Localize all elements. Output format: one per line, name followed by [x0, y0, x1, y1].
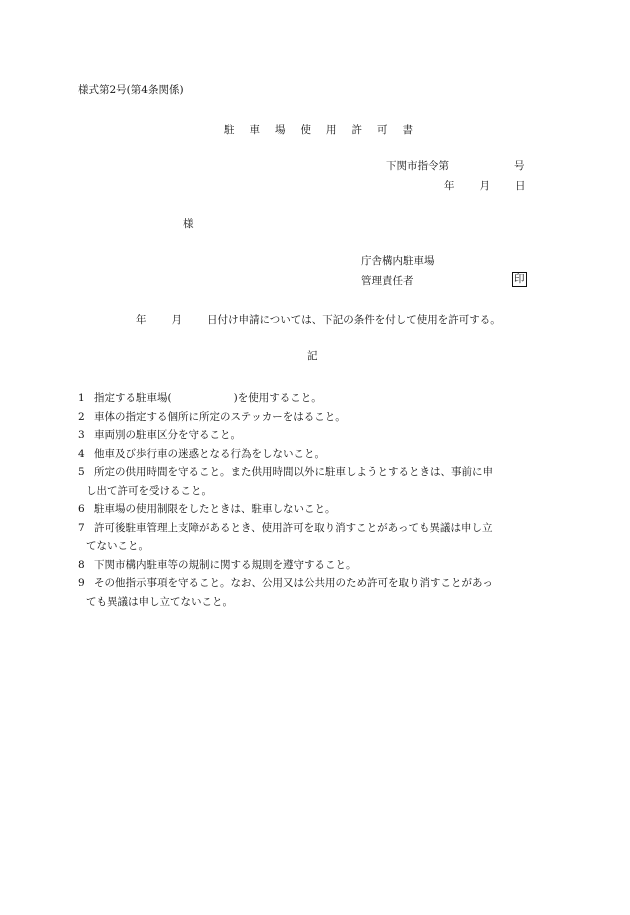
condition-text: 許可後駐車管理上支障があるとき、使用許可を取り消すことがあっても異議は申し立 — [94, 521, 493, 534]
date-year: 年 — [444, 180, 455, 192]
condition-item — [78, 426, 538, 445]
issuer-facility: 庁舎構内駐車場 — [361, 255, 435, 267]
condition-text: 車体の指定する個所に所定のステッカーをはること。 — [94, 410, 346, 423]
title-char: 許 — [351, 124, 362, 136]
instruction-number-suffix: 号 — [514, 160, 525, 172]
document-title — [224, 125, 428, 136]
date-month: 月 — [479, 180, 490, 192]
condition-number: 6 — [78, 503, 85, 515]
condition-number: 5 — [78, 466, 85, 478]
condition-continuation: し出て許可を受けること。 — [86, 484, 212, 497]
instruction-number-label: 下関市指令第 — [386, 160, 449, 172]
condition-text: 所定の供用時間を守ること。また供用時間以外に駐車しようとするときは、事前に申 — [94, 466, 493, 478]
condition-item — [78, 389, 538, 408]
issue-date — [444, 181, 526, 192]
title-char: 駐 — [224, 124, 235, 136]
condition-continuation: てないこと。 — [86, 540, 149, 552]
condition-continuation: ても異議は申し立てないこと。 — [86, 595, 233, 608]
condition-text: 他車及び歩行車の迷惑となる行為をしないこと。 — [94, 447, 325, 460]
title-char: 車 — [249, 124, 260, 136]
condition-item — [78, 408, 538, 427]
condition-number: 4 — [78, 447, 85, 460]
conditions-list — [78, 389, 538, 611]
statement-month: 月 — [171, 314, 182, 326]
condition-number: 1 — [78, 392, 85, 404]
condition-number: 9 — [78, 577, 85, 589]
title-char: 書 — [402, 124, 413, 136]
title-char: 用 — [326, 124, 337, 136]
condition-number: 3 — [78, 429, 85, 441]
condition-text: その他指示事項を守ること。なお、公用又は公共用のため許可を取り消すことがあっ — [94, 577, 493, 589]
condition-text: 駐車場の使用制限をしたときは、駐車しないこと。 — [94, 503, 336, 515]
condition-number: 7 — [78, 521, 85, 534]
statement-text: 日付け申請については、下記の条件を付して使用を許可する。 — [207, 314, 501, 326]
form-number: 様式第2号(第4条関係) — [78, 84, 184, 96]
condition-item — [78, 519, 538, 556]
ki-heading: 記 — [307, 350, 318, 362]
condition-number: 2 — [78, 410, 85, 423]
issuer-manager-label: 管理責任者 — [361, 275, 414, 287]
statement-year: 年 — [136, 314, 147, 326]
seal-mark: 印 — [514, 273, 525, 285]
condition-number: 8 — [78, 558, 85, 571]
title-char: 可 — [377, 124, 388, 136]
title-char: 使 — [300, 124, 311, 136]
condition-item — [78, 500, 538, 519]
condition-text: 指定する駐車場( )を使用すること。 — [94, 392, 322, 404]
condition-item — [78, 463, 538, 500]
addressee-suffix: 様 — [183, 218, 194, 230]
condition-text: 車両別の駐車区分を守ること。 — [94, 429, 241, 441]
title-char: 場 — [275, 124, 286, 136]
condition-text: 下関市構内駐車等の規制に関する規則を遵守すること。 — [94, 558, 357, 571]
condition-item — [78, 445, 538, 464]
condition-item — [78, 556, 538, 575]
date-day: 日 — [515, 180, 526, 192]
permission-statement — [136, 315, 501, 326]
condition-item — [78, 574, 538, 611]
